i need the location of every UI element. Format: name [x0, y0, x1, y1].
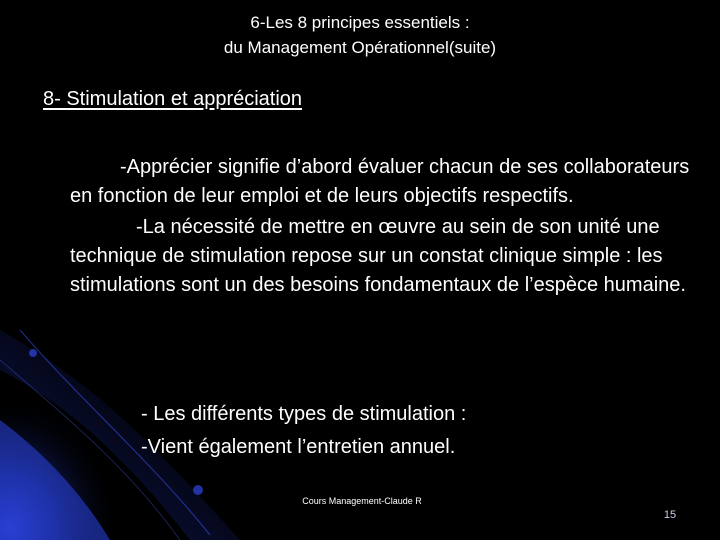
list-item: -Vient également l’entretien annuel.	[141, 436, 456, 458]
footer-text: Cours Management-Claude R	[302, 496, 422, 506]
page-number: 15	[663, 509, 677, 521]
slide-title	[0, 10, 720, 60]
list-item: - Les différents types de stimulation :	[141, 403, 467, 425]
body-text	[70, 153, 690, 300]
title-line-2: du Management Opérationnel(suite)	[223, 38, 497, 57]
title-line-1: 6-Les 8 principes essentiels :	[250, 13, 470, 32]
paragraph-1-text: -Apprécier signifie d’abord évaluer chacun de ses collaborateurs en fonction de leur emploi et de leurs objectifs respectifs.	[70, 156, 690, 207]
paragraph-2-text: -La nécessité de mettre en œuvre au sein de son unité une technique de stimulation repose sur un constat clinique simple : les stimulations sont un des besoins fondamentaux de l’espèce humaine.	[70, 216, 686, 296]
paragraph-1	[70, 153, 690, 211]
stimulation-list	[141, 398, 466, 464]
section-heading: 8- Stimulation et appréciation	[43, 88, 303, 110]
paragraph-2	[70, 213, 690, 300]
